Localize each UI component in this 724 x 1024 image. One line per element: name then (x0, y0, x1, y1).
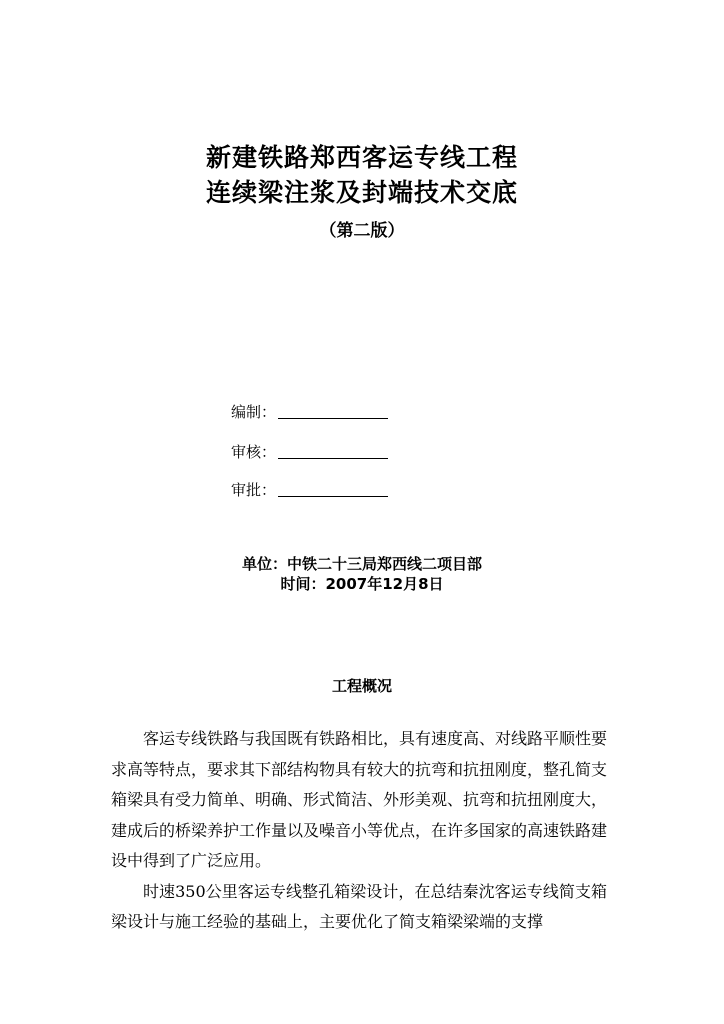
section-heading: 工程概况 (331, 677, 392, 695)
signature-label: 编制： (231, 403, 277, 421)
signature-blank-line (278, 442, 388, 459)
document-title-line-2: 连续梁注浆及封端技术交底 (205, 178, 518, 207)
organization-unit: 单位：中铁二十三局郑西线二项目部 (241, 555, 482, 573)
signature-label: 审核： (231, 443, 277, 461)
signature-blank-line (278, 480, 388, 497)
signature-row-compile (231, 400, 388, 422)
signature-row-approve (231, 478, 388, 500)
document-date: 时间：2007年12月8日 (280, 575, 444, 593)
body-paragraph: 客运专线铁路与我国既有铁路相比，具有速度高、对线路平顺性要求高等特点，要求其下部结构物具有较大的抗弯和抗扭刚度，整孔简支箱梁具有受力简单、明确、形式简洁、外形美观、抗弯和抗扭刚度大，建成后的桥梁养护工作量以及噪音小等优点，在许多国家的高速铁路建设中得到了广泛应用。 (111, 729, 608, 870)
document-title-line-1: 新建铁路郑西客运专线工程 (205, 143, 518, 172)
signature-row-review (231, 440, 388, 462)
body-paragraph: 时速350公里客运专线整孔箱梁设计，在总结秦沈客运专线简支箱梁设计与施工经验的基础上，主要优化了简支箱梁梁端的支撑 (111, 881, 607, 931)
signature-label: 审批： (231, 481, 277, 499)
signature-blank-line (278, 402, 388, 419)
edition-label: （第二版） (319, 221, 405, 241)
section-body (111, 724, 607, 938)
